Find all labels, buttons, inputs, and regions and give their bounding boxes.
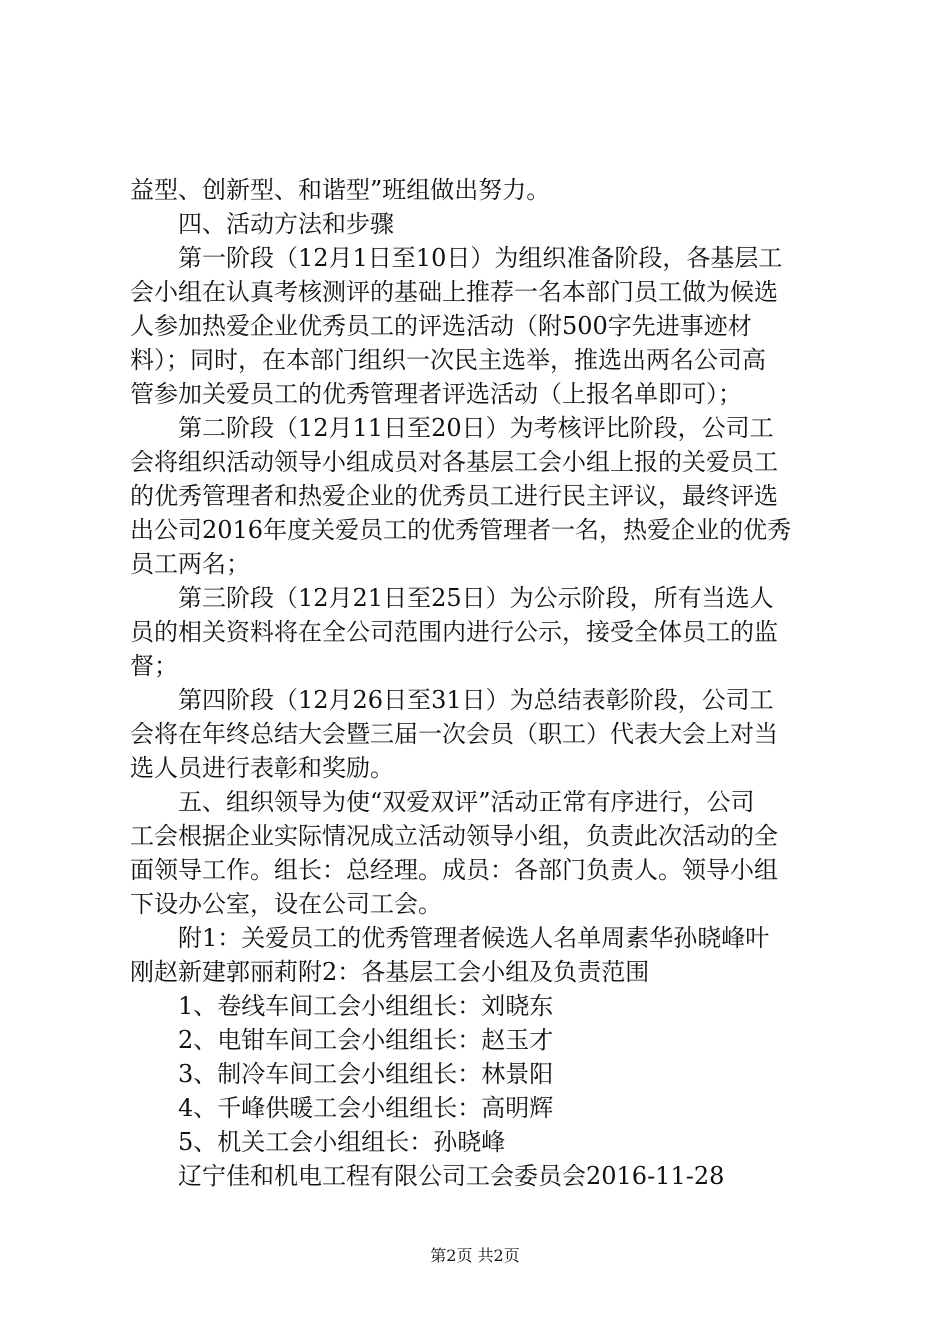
text-line: 益型、创新型、和谐型”班组做出努力。 xyxy=(130,176,551,204)
text-line: 面领导工作。组长：总经理。成员：各部门负责人。领导小组 xyxy=(130,856,778,884)
page-number: 第2页 共2页 xyxy=(430,1246,520,1265)
text-line: 刚赵新建郭丽莉附2：各基层工会小组及负责范围 xyxy=(130,958,650,986)
text-line: 人参加热爱企业优秀员工的评选活动（附500字先进事迹材 xyxy=(130,312,752,340)
document-body xyxy=(130,173,835,1193)
list-item: 4、千峰供暖工会小组组长：高明辉 xyxy=(178,1094,554,1122)
text-line: 出公司2016年度关爱员工的优秀管理者一名，热爱企业的优秀 xyxy=(130,516,792,544)
text-line: 员的相关资料将在全公司范围内进行公示，接受全体员工的监 xyxy=(130,618,778,646)
list-item: 1、卷线车间工会小组组长：刘晓东 xyxy=(178,992,554,1020)
text-line: 第四阶段（12月26日至31日）为总结表彰阶段，公司工 xyxy=(178,686,774,714)
text-line: 附1：关爱员工的优秀管理者候选人名单周素华孙晓峰叶 xyxy=(178,924,770,952)
text-line: 的优秀管理者和热爱企业的优秀员工进行民主评议，最终评选 xyxy=(130,482,778,510)
text-line: 督； xyxy=(130,652,178,680)
section-heading: 五、组织领导为使“双爱双评”活动正常有序进行，公司 xyxy=(178,788,755,816)
text-line: 会将组织活动领导小组成员对各基层工会小组上报的关爱员工 xyxy=(130,448,778,476)
text-line: 第三阶段（12月21日至25日）为公示阶段，所有当选人 xyxy=(178,584,774,612)
text-line: 员工两名； xyxy=(130,550,250,578)
list-item: 2、电钳车间工会小组组长：赵玉才 xyxy=(178,1026,554,1054)
text-line: 管参加关爱员工的优秀管理者评选活动（上报名单即可）； xyxy=(130,380,742,408)
section-heading: 四、活动方法和步骤 xyxy=(178,210,394,238)
list-item: 3、制冷车间工会小组组长：林景阳 xyxy=(178,1060,554,1088)
text-line: 会将在年终总结大会暨三届一次会员（职工）代表大会上对当 xyxy=(130,720,778,748)
text-line: 料）；同时，在本部门组织一次民主选举，推选出两名公司高 xyxy=(130,346,766,374)
text-line: 选人员进行表彰和奖励。 xyxy=(130,754,394,782)
signature-line: 辽宁佳和机电工程有限公司工会委员会2016-11-28 xyxy=(178,1162,725,1190)
text-line: 会小组在认真考核测评的基础上推荐一名本部门员工做为候选 xyxy=(130,278,778,306)
text-line: 第一阶段（12月1日至10日）为组织准备阶段，各基层工 xyxy=(178,244,783,272)
text-line: 下设办公室，设在公司工会。 xyxy=(130,890,442,918)
list-item: 5、机关工会小组组长：孙晓峰 xyxy=(178,1128,506,1156)
text-line: 第二阶段（12月11日至20日）为考核评比阶段，公司工 xyxy=(178,414,774,442)
text-line: 工会根据企业实际情况成立活动领导小组，负责此次活动的全 xyxy=(130,822,778,850)
